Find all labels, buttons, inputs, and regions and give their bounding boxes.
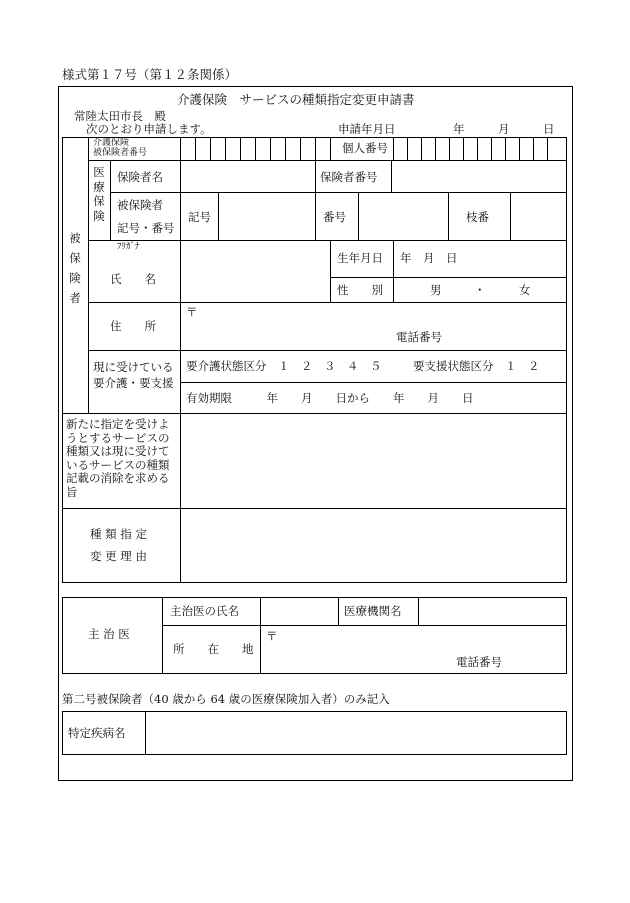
specific-disease-label: 特定疾病名 xyxy=(68,726,126,740)
reason-label-line1: 種 類 指 定 xyxy=(90,527,147,541)
care-levels: 要介護状態区分 １ ２ ３ ４ ５ xyxy=(186,359,382,373)
application-date-day: 日 xyxy=(543,122,555,136)
form-title: 介護保険 サービスの種類指定変更申請書 xyxy=(177,92,415,107)
second-insured-note: 第二号被保険者（40 歳から 64 歳の医療保険加入者）のみ記入 xyxy=(62,692,390,706)
insured-section-label: 被保険者 xyxy=(69,231,81,305)
current-status-label: 現に受けている要介護・要支援 xyxy=(93,360,174,390)
physician-name-label: 主治医の氏名 xyxy=(170,604,239,618)
application-date-label: 申請年月日 xyxy=(338,122,396,136)
name-label: 氏 名 xyxy=(110,272,156,286)
medical-institution-label: 医療機関名 xyxy=(344,604,402,618)
medical-insurance-label: 医療保険 xyxy=(93,165,105,223)
application-date-year: 年 xyxy=(453,122,465,136)
insured-number-label-line1: 介護保険 xyxy=(93,138,130,148)
addressee: 常陸太田市長 殿 xyxy=(74,109,166,123)
insurer-name-label: 保険者名 xyxy=(117,170,163,184)
intro-text: 次のとおり申請します。 xyxy=(86,122,212,136)
reason-label-line2: 変 更 理 由 xyxy=(90,549,147,563)
physician-section-label: 主 治 医 xyxy=(88,627,130,641)
physician-postal-mark: 〒 xyxy=(266,629,278,643)
specific-disease-table xyxy=(62,711,567,755)
number-label: 番号 xyxy=(323,210,346,224)
symbol-label: 記号 xyxy=(188,210,211,224)
physician-phone-label: 電話番号 xyxy=(456,655,502,669)
branch-label: 枝番 xyxy=(466,210,489,224)
birthdate-units: 年 月 日 xyxy=(400,251,458,265)
sex-female-option[interactable]: 女 xyxy=(519,283,531,297)
personal-number-label: 個人番号 xyxy=(342,141,388,155)
insurer-number-label: 保険者番号 xyxy=(320,170,378,184)
insured-symbol-label-line2: 記号・番号 xyxy=(117,221,175,235)
sex-separator: ・ xyxy=(474,283,486,297)
birthdate-label: 生年月日 xyxy=(337,251,383,265)
application-date-month: 月 xyxy=(498,122,510,136)
sex-male-option[interactable]: 男 xyxy=(430,283,442,297)
physician-address-label: 所 在 地 xyxy=(173,642,254,656)
insured-symbol-label-line1: 被保険者 xyxy=(117,198,163,212)
furigana-label: ﾌﾘｶﾞﾅ xyxy=(117,242,140,252)
postal-mark: 〒 xyxy=(186,305,198,319)
request-label: 新たに指定を受けようとするサービスの種類又は現に受けているサービスの種類記載の消除を求める旨 xyxy=(66,417,170,499)
insured-number-label-line2: 被保険者番号 xyxy=(93,148,148,158)
validity-period: 有効期限 年 月 日から 年 月 日 xyxy=(186,391,474,405)
address-label: 住 所 xyxy=(110,319,156,333)
phone-label: 電話番号 xyxy=(396,330,442,344)
sex-label: 性 別 xyxy=(337,283,383,297)
form-number: 様式第１７号（第１２条関係） xyxy=(62,67,238,82)
support-levels: 要支援状態区分 １ ２ xyxy=(413,359,540,373)
